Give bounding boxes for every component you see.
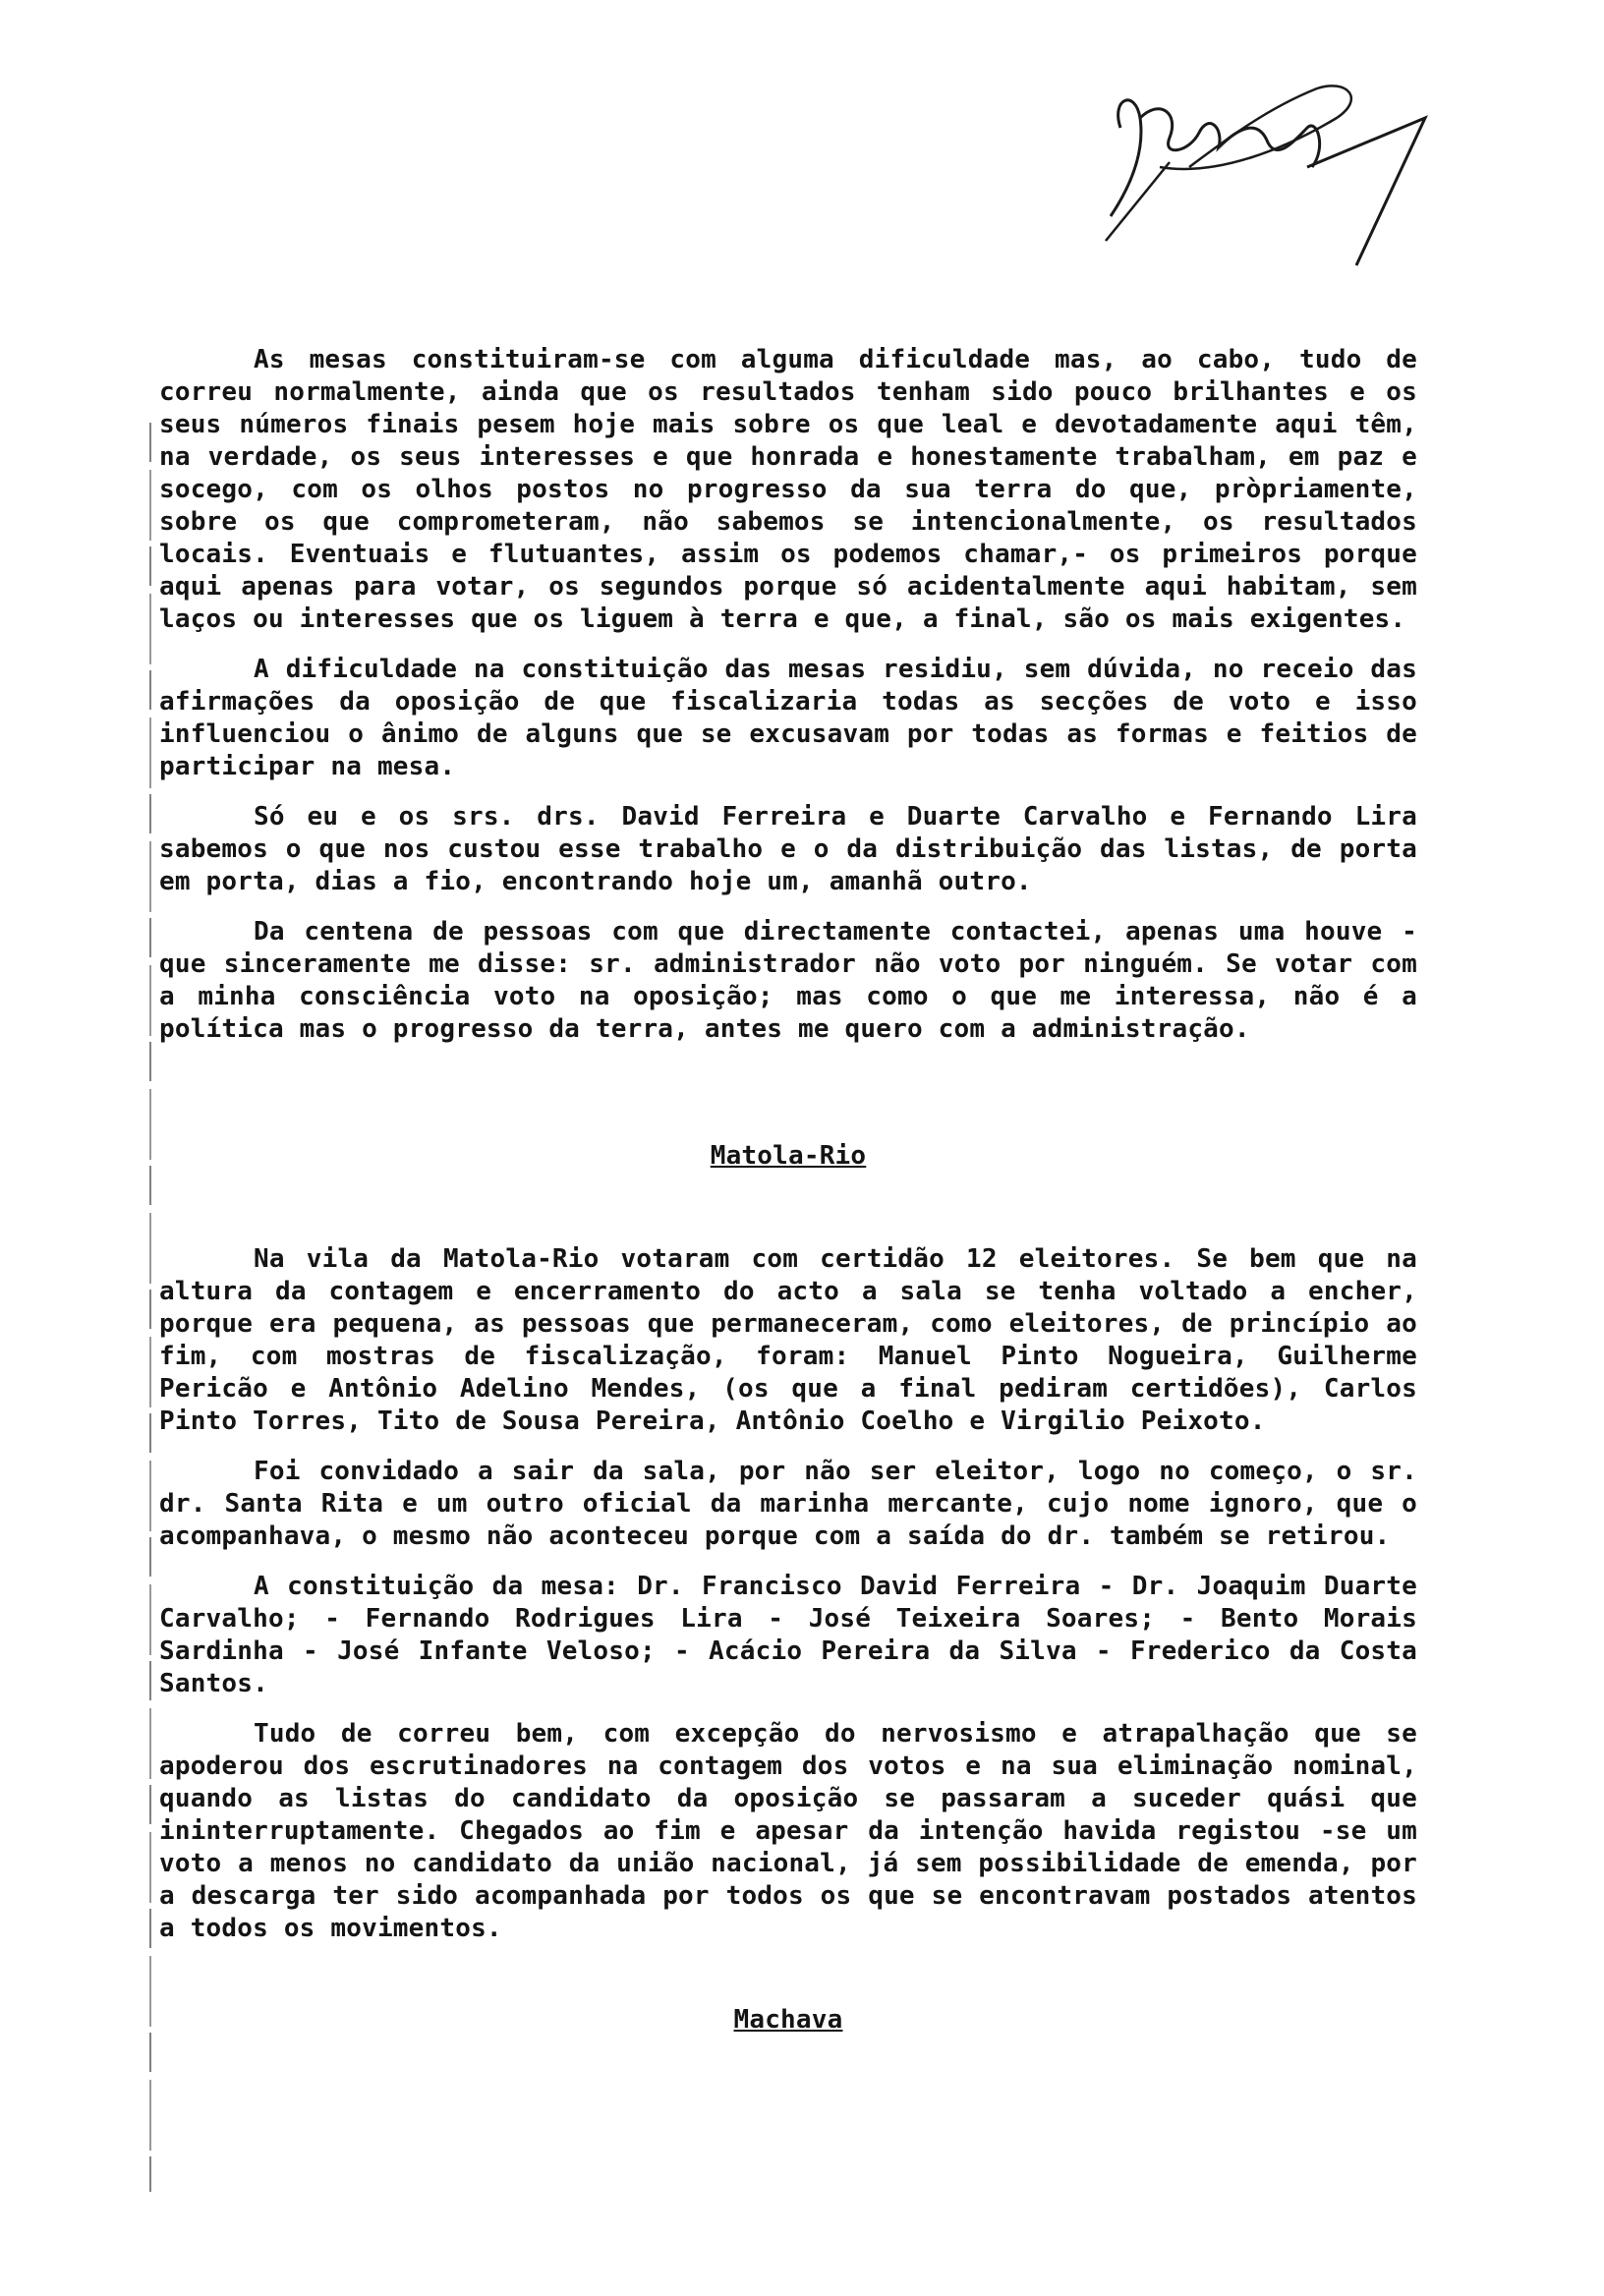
handwritten-signature <box>1101 59 1455 295</box>
section-heading-matola: Matola-Rio <box>710 1141 867 1171</box>
document-body <box>159 344 1417 2037</box>
paragraph: Só eu e os srs. drs. David Ferreira e Duarte Carvalho e Fernando Lira sabemos o que nos custou esse trabalho e o da distribuição das listas, de porta em porta, dias a fio, encontrando hoje um, amanhã outro. <box>159 802 1417 896</box>
paragraph: Na vila da Matola-Rio votaram com certidão 12 eleitores. Se bem que na altura da contagem e encerramento do acto a sala se tenha voltado a encher, porque era pequena, as pessoas que permaneceram, como eleitores, de princípio ao fim, com mostras de fiscalização, foram: Manuel Pinto Nogueira, Guilherme Pericão e Antônio Adelino Mendes, (os que a final pediram certidões), Carlos Pinto Torres, Tito de Sousa Pereira, Antônio Coelho e Virgilio Peixoto. <box>159 1244 1417 1436</box>
paragraph: A dificuldade na constituição das mesas residiu, sem dúvida, no receio das afirmações da oposição de que fiscalizaria todas as secções de voto e isso influenciou o ânimo de alguns que se excusavam por todas as formas e feitios de participar na mesa. <box>159 655 1417 781</box>
paragraph: Da centena de pessoas com que directamente contactei, apenas uma houve - que sinceramente me disse: sr. administrador não voto por ninguém. Se votar com a minha consciência voto na oposição; mas como o que me interessa, não é a política mas o progresso da terra, antes me quero com a administração. <box>159 917 1417 1044</box>
paragraph: As mesas constituiram-se com alguma dificuldade mas, ao cabo, tudo de correu normalmente, ainda que os resultados tenham sido pouco brilhantes e os seus números finais pesem hoje mais sobre os que leal e devotadamente aqui têm, na verdade, os seus interesses e que honrada e honestamente trabalham, em paz e socego, com os olhos postos no progresso da sua terra do que, pròpriamente, sobre os que comprometeram, não sabemos se intencionalmente, os resultados locais. Eventuais e flutuantes, assim os podemos chamar,- os primeiros porque aqui apenas para votar, os segundos porque só acidentalmente aqui habitam, sem laços ou interesses que os liguem à terra e que, a final, são os mais exigentes. <box>159 345 1417 634</box>
paragraph: Tudo de correu bem, com excepção do nervosismo e atrapalhação que se apoderou dos escrutinadores na contagem dos votos e na sua eliminação nominal, quando as listas do candidato da oposição se passaram a suceder quási que ininterruptamente. Chegados ao fim e apesar da intenção havida registou -se um voto a menos no candidato da união nacional, já sem possibilidade de emenda, por a descarga ter sido acompanhada por todos os que se encontravam postados atentos a todos os movimentos. <box>159 1719 1417 1943</box>
paragraph: A constituição da mesa: Dr. Francisco David Ferreira - Dr. Joaquim Duarte Carvalho; - Fernando Rodrigues Lira - José Teixeira Soares; - Bento Morais Sardinha - José Infante Veloso; - Acácio Pereira da Silva - Frederico da Costa Santos. <box>159 1572 1417 1698</box>
paragraph: Foi convidado a sair da sala, por não ser eleitor, logo no começo, o sr. dr. Santa Rita e um outro oficial da marinha mercante, cujo nome ignoro, que o acompanhava, o mesmo não aconteceu porque com a saída do dr. também se retirou. <box>159 1457 1417 1551</box>
margin-line <box>149 423 151 2192</box>
section-heading-machava: Machava <box>733 2005 843 2035</box>
